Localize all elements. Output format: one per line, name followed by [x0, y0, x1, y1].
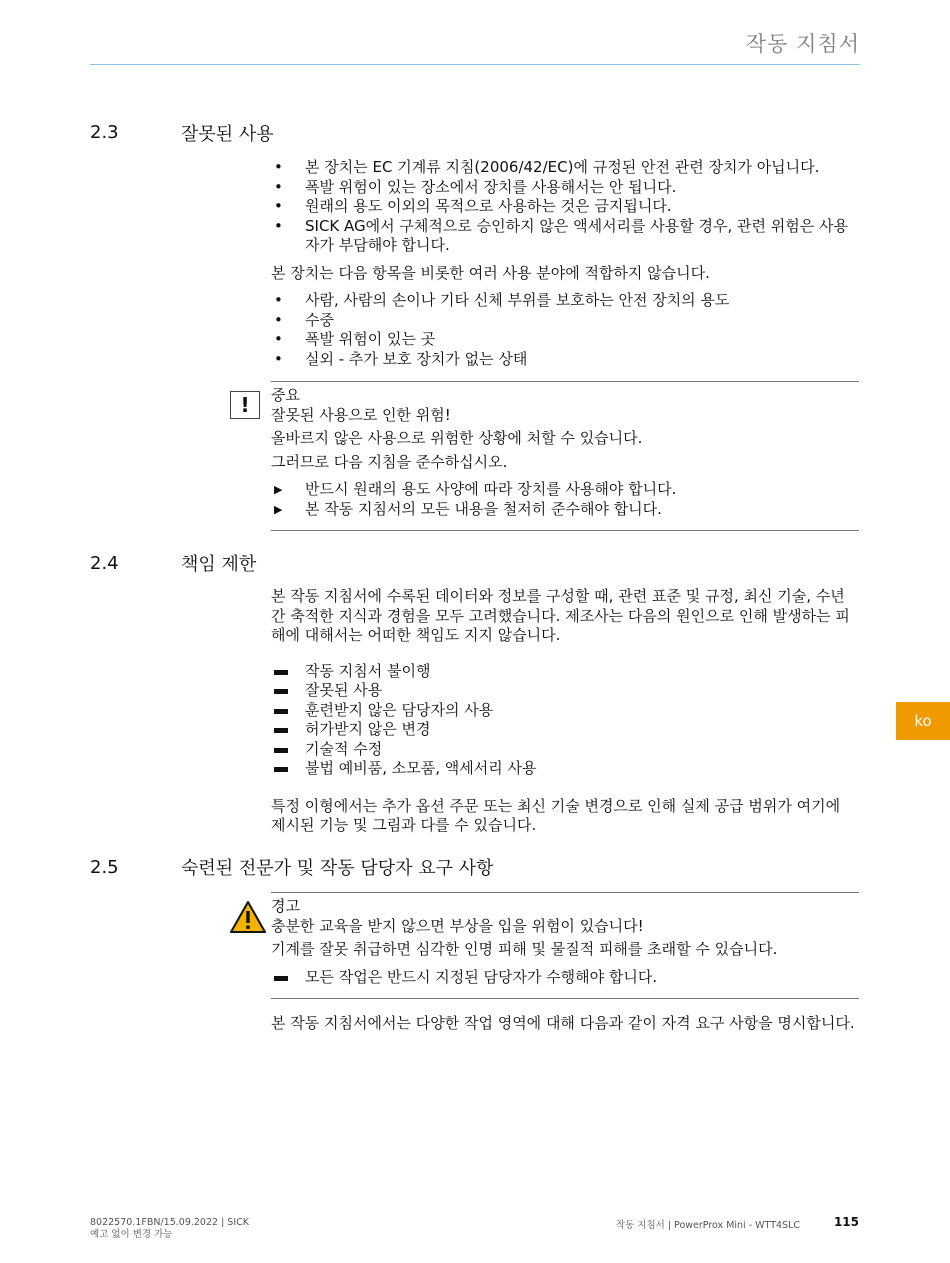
misuse-list: [271, 158, 859, 369]
list-item: • SICK AG에서 구체적으로 승인하지 않은 액세서리를 사용할 경우, 관련 위험은 사용자가 부담해야 합니다.: [274, 216, 849, 254]
notice-text: 그러므로 다음 지침을 준수하십시오.: [271, 452, 508, 471]
square-bullet: [274, 670, 288, 675]
arrow-bullet-icon: ▶: [274, 483, 283, 496]
warning-notice: [271, 892, 859, 999]
list-item: 잘못된 사용: [271, 681, 859, 701]
list-item: 기술적 수정: [271, 740, 859, 760]
list-item: • 폭발 위험이 있는 장소에서 장치를 사용해서는 안 됩니다.: [274, 177, 677, 196]
list-item: 불법 예비품, 소모품, 액세서리 사용: [271, 759, 859, 779]
list-item: ▶ 본 작동 지침서의 모든 내용을 철저히 준수해야 합니다.: [274, 499, 662, 518]
square-bullet: [274, 976, 288, 981]
exclamation-icon: !: [230, 391, 260, 419]
paragraph: 본 작동 지침서에 수록된 데이터와 정보를 구성할 때, 관련 표준 및 규정, 최신 기술, 수년간 축적한 지식과 경험을 모두 고려했습니다. 제조사는 다음의 원인으로 인해 발생하는 피해에 대해서는 어떠한 책임도 지지 않습니다.: [271, 587, 850, 644]
notice-headline: 잘못된 사용으로 인한 위험!: [271, 405, 451, 424]
arrow-bullet-icon: ▶: [274, 502, 283, 516]
list-item: 허가받지 않은 변경: [271, 720, 859, 740]
square-bullet: [274, 728, 288, 733]
warning-headline: 충분한 교육을 받지 않으면 부상을 입을 위험이 있습니다!: [271, 916, 644, 935]
section-number: 2.5: [90, 857, 119, 878]
list-item: 훈련받지 않은 담당자의 사용: [271, 701, 859, 721]
page-header-title: 작동 지침서: [745, 32, 860, 56]
liability-content: [271, 587, 859, 836]
square-bullet: [274, 689, 288, 694]
warning-triangle-icon: [229, 900, 267, 934]
warning-label: 경고: [271, 897, 300, 915]
bullet-dot: •: [274, 177, 283, 196]
section-number: 2.4: [90, 553, 119, 574]
bullet-dot: •: [274, 330, 283, 348]
list-item: ▶ 반드시 원래의 용도 사양에 따라 장치를 사용해야 합니다.: [274, 480, 677, 498]
section-title: 숙련된 전문가 및 작동 담당자 요구 사항: [181, 858, 494, 879]
list-item: • 폭발 위험이 있는 곳: [274, 330, 436, 348]
notice-label: 중요: [271, 386, 300, 404]
footer-left: [90, 1217, 249, 1241]
bullet-dot: •: [274, 197, 283, 215]
bullet-dot: •: [274, 349, 283, 368]
notice-text: 올바르지 않은 사용으로 위험한 상황에 처할 수 있습니다.: [271, 429, 643, 447]
list-item: • 실외 - 추가 보호 장치가 없는 상태: [274, 349, 528, 368]
square-bullet: [274, 709, 288, 714]
paragraph: 본 작동 지침서에서는 다양한 작업 영역에 대해 다음과 같이 자격 요구 사항을 명시합니다.: [271, 1014, 855, 1032]
bullet-dot: •: [274, 216, 283, 235]
square-bullet: [274, 748, 288, 753]
list-item: 모든 작업은 반드시 지정된 담당자가 수행해야 합니다.: [271, 968, 859, 988]
section-title: 책임 제한: [181, 554, 257, 575]
list-item: • 사람, 사람의 손이나 기타 신체 부위를 보호하는 안전 장치의 용도: [274, 291, 730, 309]
list-item: • 본 장치는 EC 기계류 지침(2006/42/EC)에 규정된 안전 관련 장치가 아닙니다.: [274, 158, 820, 176]
footer-notice: 예고 없이 변경 가능: [90, 1229, 173, 1240]
section-number: 2.3: [90, 122, 119, 143]
bullet-dot: •: [274, 158, 283, 176]
bullet-dot: •: [274, 291, 283, 309]
footer-doc-title: 작동 지침서 | PowerProx Mini - WTT4SLC: [615, 1220, 800, 1231]
section-title: 잘못된 사용: [181, 124, 274, 145]
language-tab[interactable]: ko: [896, 702, 950, 740]
paragraph: 특정 이형에서는 추가 옵션 주문 또는 최신 기술 변경으로 인해 실제 공급 범위가 여기에 제시된 기능 및 그림과 다를 수 있습니다.: [271, 796, 841, 834]
header-divider: [90, 64, 860, 65]
list-item: • 수중: [274, 310, 334, 329]
square-bullet: [274, 767, 288, 772]
list-item: 작동 지침서 불이행: [271, 662, 859, 682]
warning-text: 기계를 잘못 취급하면 심각한 인명 피해 및 물질적 피해를 초래할 수 있습니다.: [271, 940, 778, 958]
list-item: • 원래의 용도 이외의 목적으로 사용하는 것은 금지됩니다.: [274, 197, 672, 215]
paragraph: 본 장치는 다음 항목을 비롯한 여러 사용 분야에 적합하지 않습니다.: [271, 263, 710, 282]
important-notice: [271, 381, 859, 531]
qualification-content: [271, 1014, 859, 1034]
footer-doc-id: 8022570.1FBN/15.09.2022 | SICK: [90, 1217, 249, 1228]
bullet-dot: •: [274, 310, 283, 329]
page-number: 115: [833, 1215, 859, 1229]
